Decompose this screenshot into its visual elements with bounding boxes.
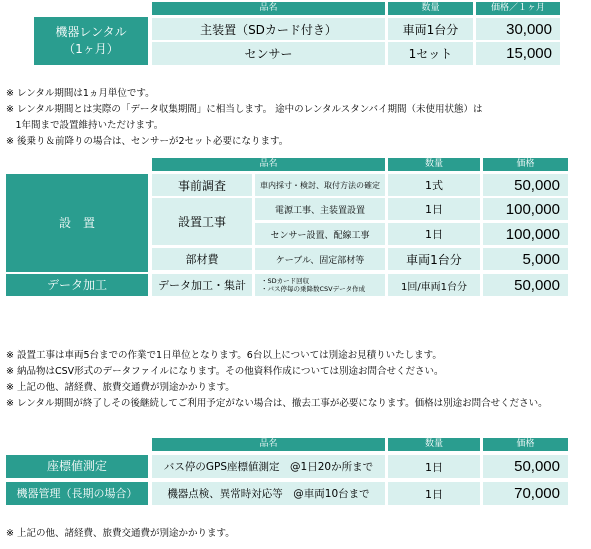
rental-note: ※ 後乗り＆前降りの場合は、センサーが2セット必要になります。 <box>6 136 289 147</box>
setup-item-price: 50,000 <box>483 174 568 196</box>
options-header-name: 品名 <box>152 438 385 451</box>
options-table <box>0 430 591 510</box>
rental-note: 1年間まで設置維持いただけます。 <box>6 120 164 131</box>
rental-side-line2: （1ヶ月） <box>63 42 119 56</box>
setup-header-qty: 数量 <box>388 158 480 171</box>
setup-item-qty: 1回/車両1台分 <box>388 274 480 296</box>
options-item-name: 機器点検、異常時対応等 @車両10台まで <box>152 482 385 505</box>
setup-header-name: 品名 <box>152 158 385 171</box>
rental-side-label <box>34 17 148 65</box>
setup-item-name: 事前調査 <box>152 174 252 196</box>
setup-item-price: 100,000 <box>483 198 568 220</box>
data-side-label <box>6 274 148 296</box>
rental-row-name: センサー <box>152 42 385 65</box>
setup-item-name: データ加工・集計 <box>152 274 252 296</box>
rental-row-name: 主装置（SDカード付き） <box>152 18 385 40</box>
detail-line: ・バス停毎の乗降数CSVデータ作成 <box>261 285 366 293</box>
options-side-label: 座標値測定 <box>6 455 148 478</box>
rental-table <box>0 0 591 75</box>
options-header-price: 価格 <box>483 438 568 451</box>
setup-note: ※ 上記の他、諸経費、旅費交通費が別途かかります。 <box>6 382 235 393</box>
setup-side-text: 設 置 <box>58 215 95 230</box>
rental-header-qty: 数量 <box>388 2 473 15</box>
rental-row-qty: 1セット <box>388 42 473 65</box>
rental-header-price: 価格／１ヶ月 <box>476 2 560 15</box>
rental-header-name: 品名 <box>152 2 385 15</box>
setup-note: ※ レンタル期間が終了しその後継続してご利用予定がない場合は、撤去工事が必要になります。価格は別途お問合せください。 <box>6 398 548 409</box>
rental-note: ※ レンタル期間とは実際の「データ収集期間」に相当します。 途中のレンタルスタンバイ期間（未使用状態）は <box>6 104 483 115</box>
detail-line: ・SDカード回収 <box>261 277 310 285</box>
setup-item-price: 5,000 <box>483 248 568 270</box>
setup-item-qty: 1日 <box>388 198 480 220</box>
options-item-qty: 1日 <box>388 455 480 478</box>
rental-side-line1: 機器レンタル <box>55 25 127 39</box>
setup-item-detail: センサー設置、配線工事 <box>255 223 385 245</box>
options-item-name: バス停のGPS座標値測定 @1日20か所まで <box>152 455 385 478</box>
setup-item-qty: 車両1台分 <box>388 248 480 270</box>
rental-row-price: 30,000 <box>476 18 560 40</box>
rental-row-qty: 車両1台分 <box>388 18 473 40</box>
setup-item-name: 部材費 <box>152 248 252 270</box>
rental-note: ※ レンタル期間は1ヵ月単位です。 <box>6 88 155 99</box>
options-item-price: 50,000 <box>483 455 568 478</box>
setup-item-qty: 1式 <box>388 174 480 196</box>
options-side-label: 機器管理（長期の場合） <box>6 482 148 505</box>
setup-item-detail: ケーブル、固定部材等 <box>255 248 385 270</box>
setup-note: ※ 納品物はCSV形式のデータファイルになります。その他資料作成については別途お問合せください。 <box>6 366 444 377</box>
final-note: ※ 上記の他、諸経費、旅費交通費が別途かかります。 <box>6 528 235 539</box>
setup-side-label <box>6 174 148 272</box>
options-item-price: 70,000 <box>483 482 568 505</box>
setup-table <box>0 150 591 300</box>
rental-row-price: 15,000 <box>476 42 560 65</box>
setup-item-qty: 1日 <box>388 223 480 245</box>
setup-note: ※ 設置工事は車両5台までの作業で1日単位となります。6台以上については別途お見積りいたします。 <box>6 350 442 361</box>
setup-item-detail: 車内採寸・検討、取付方法の確定 <box>255 174 385 196</box>
setup-item-detail: 電源工事、主装置設置 <box>255 198 385 220</box>
setup-header-price: 価格 <box>483 158 568 171</box>
options-item-qty: 1日 <box>388 482 480 505</box>
setup-item-name: 設置工事 <box>152 198 252 245</box>
data-side-text: データ加工 <box>46 277 107 292</box>
setup-item-price: 100,000 <box>483 223 568 245</box>
setup-item-detail <box>255 274 385 296</box>
setup-item-price: 50,000 <box>483 274 568 296</box>
options-header-qty: 数量 <box>388 438 480 451</box>
